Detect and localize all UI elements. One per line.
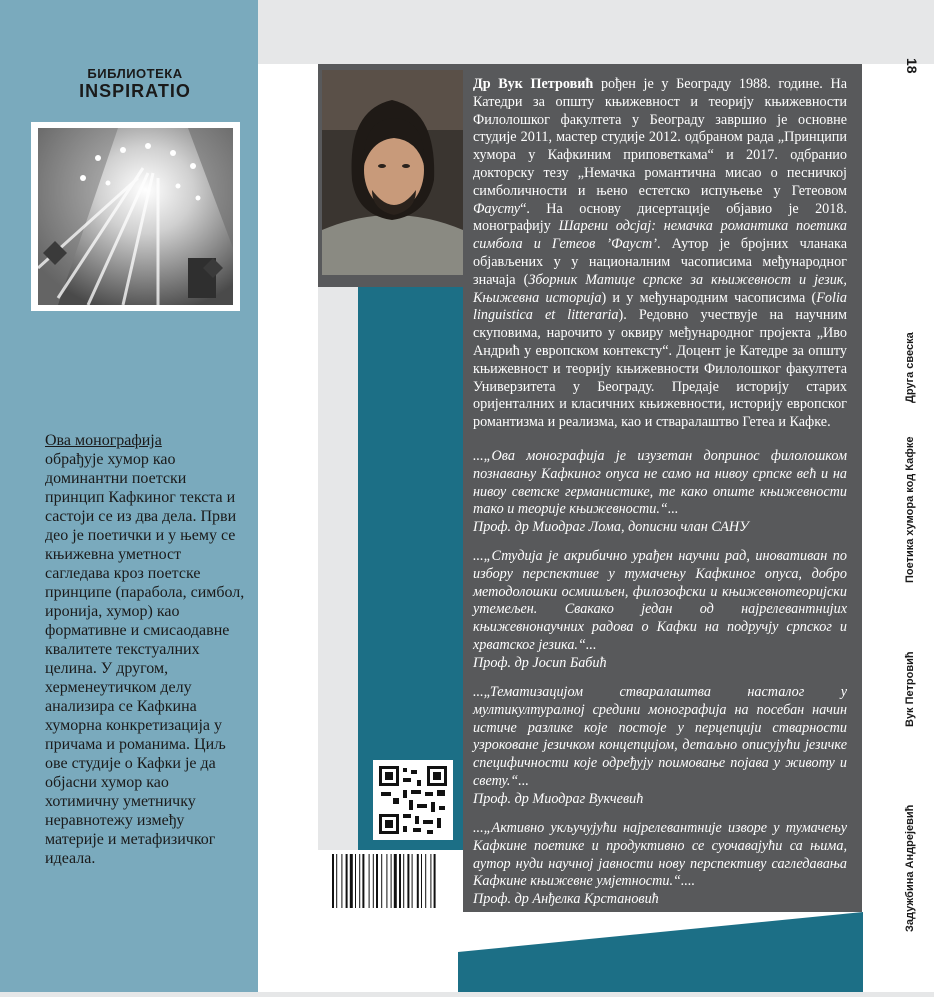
review-quote-3 (473, 684, 847, 809)
barcode-bar (425, 854, 426, 908)
quote-author: Проф. др Јосип Бабић (473, 654, 607, 671)
quote-author: Проф. др Анђелка Крстановић (473, 891, 659, 908)
review-quote-4 (473, 820, 847, 909)
quote-text: ...„Студија је акрибично урађен научни рад, иновативан по избору перспективе у тумачењу Кафкиног опуса, добро методолошки осмишљен, филозофски и књижевнотеоријски утемељен. Свакако један од најрелевантнијих књижевнонаучних радова о Кафки на подручју српског и хрватског језика.“... (473, 548, 847, 653)
spine-series: Друга свеска (904, 332, 916, 403)
spine-publisher: Задужбина Андрејевић (904, 804, 916, 932)
bottom-accent (318, 912, 888, 992)
bio-part-4: ) и у међународним часописима ( (601, 289, 817, 306)
barcode-bar (336, 854, 337, 908)
barcode-bar (394, 854, 397, 908)
bio-part-3: . Аутор је бројних чланака објављених у у националним часописима међународног значаја ( (473, 236, 848, 288)
flap-photo-frame (31, 122, 240, 311)
barcode-bar (421, 854, 422, 908)
barcode-bar (391, 854, 392, 908)
quote-author: Проф. др Миодраг Вукчевић (473, 790, 644, 807)
barcode-bar (350, 854, 353, 908)
bio-part-5: ). Редовно учествује на научним скуповима, нарочито у оквиру међународног пројекта „Иво Андрић у европском контексту“. Доцент је Катедре за општу књижевност и теорију књижевности Филолошког факултета Универзитета у Београду. Предаје историју старих оријенталних и класичних књижевности, историју европског романтизма и реализма, као и стваралаштво Гетеа и Кафке. (473, 307, 847, 431)
bio-journal-2: Folia linguistica et litteraria (473, 289, 847, 324)
bio-part-2: “. На основу дисертације објавио је 2018. монографију (473, 200, 847, 235)
barcode-bar (407, 854, 409, 908)
flap-lead: Ова монографија (45, 432, 162, 449)
quote-text: ...„Ова монографија је изузетан допринос филолошком познавању Кафкиног опуса не само на нивоу српске већ и на нивоу светске германистике, те како опште књижевности тако и теорије књижевности.“... (473, 448, 847, 518)
barcode-bar (369, 854, 370, 908)
barcode-bar (359, 854, 360, 908)
spine-top-strip (888, 0, 934, 64)
barcode-bar (376, 854, 378, 908)
review-quote-1 (473, 448, 847, 537)
barcode-bar (373, 854, 374, 908)
qr-code (373, 760, 453, 840)
spine-author: Вук Петровић (904, 651, 916, 727)
barcode-bar (381, 854, 382, 908)
review-quote-2 (473, 548, 847, 673)
front-flap (0, 0, 258, 992)
page-number: 18 (904, 58, 920, 74)
author-photo (322, 70, 463, 275)
flap-body: обрађује хумор као доминантни поетски принцип Кафкиног текста и састоји се из два дела. Први део је поетички и у њему се књижевна уметност сагледава кроз поетске принципе (парабола, симбол, иронија, хумор) као формативне и смисаодавне квалитете текстуалних целина. У другом, херменеутичком делу анализира се Кафкина хуморна конкретизација у причама и романима. Циљ ове студије о Кафки је да објасни хумор као хотимичну уметничку неравнотежу између материје и метафизичког идеала. (45, 451, 245, 867)
bio-monograph-title: Шарени одсјај: немачка романтика поетика симбола и Гетеов ’Фауст’ (473, 218, 847, 253)
barcode-bar (403, 854, 404, 908)
series-logo (60, 66, 210, 101)
spine-title: Поетика хумора код Кафке (904, 436, 916, 583)
top-margin (258, 0, 934, 64)
author-bio (473, 76, 847, 432)
barcode-bar (434, 854, 436, 908)
flap-description (45, 431, 245, 868)
quote-author: Проф. др Миодраг Лома, дописни члан САНУ (473, 519, 749, 536)
barcode-bar (412, 854, 413, 908)
barcode-bar (417, 854, 419, 908)
series-line-1: БИБЛИОТЕКА (87, 66, 183, 81)
quote-text: ...„Активно укључујући најрелевантније изворе у тумачењу Кафкине поетике и продуктивно се суочавајући са њима, аутор нуди научној јавности нову перспективу сагледавања Кафкине књижевне умјетности.“.... (473, 820, 847, 890)
barcode-bar (386, 854, 387, 908)
flap-photo-light-beams (38, 128, 233, 305)
barcode-bar (332, 854, 334, 908)
bio-journal-1: Зборник Матице српске за књижевност и језик, Књижевна историја (473, 271, 847, 306)
barcode-bar (346, 854, 348, 908)
author-name: Др Вук Петровић (473, 76, 594, 92)
quote-text: ...„Тематизацијом стваралаштва насталог у мултикултуралној средини монографија на посебан начин истиче разлике које постоје у перцепцији стварности узроковане језичком концепцијом, детаљно описујући језичке специфичности које одређују поимовање појава у животу и свету.“... (473, 684, 847, 789)
bio-faust: Фаусту (473, 200, 521, 217)
bio-part-1: рођен је у Београду 1988. године. На Катедри за општу књижевност и теорију књижевности Филолошког факултета у Београду завршио је основне студије 2011, мастер студије 2012. одбраном рада „Принципи хумора у Кафкиним приповеткама“ и 2017. одбранио докторску тезу „Немачка романтична мисао о песничкој симболичности и њено естетско испуњење у Гетеовом (473, 76, 847, 199)
barcode-bar (399, 854, 401, 908)
barcode-bar (355, 854, 356, 908)
barcode-bar (362, 854, 364, 908)
barcode-bar (341, 854, 342, 908)
series-line-2: INSPIRATIO (79, 81, 191, 101)
barcode-bar (430, 854, 431, 908)
